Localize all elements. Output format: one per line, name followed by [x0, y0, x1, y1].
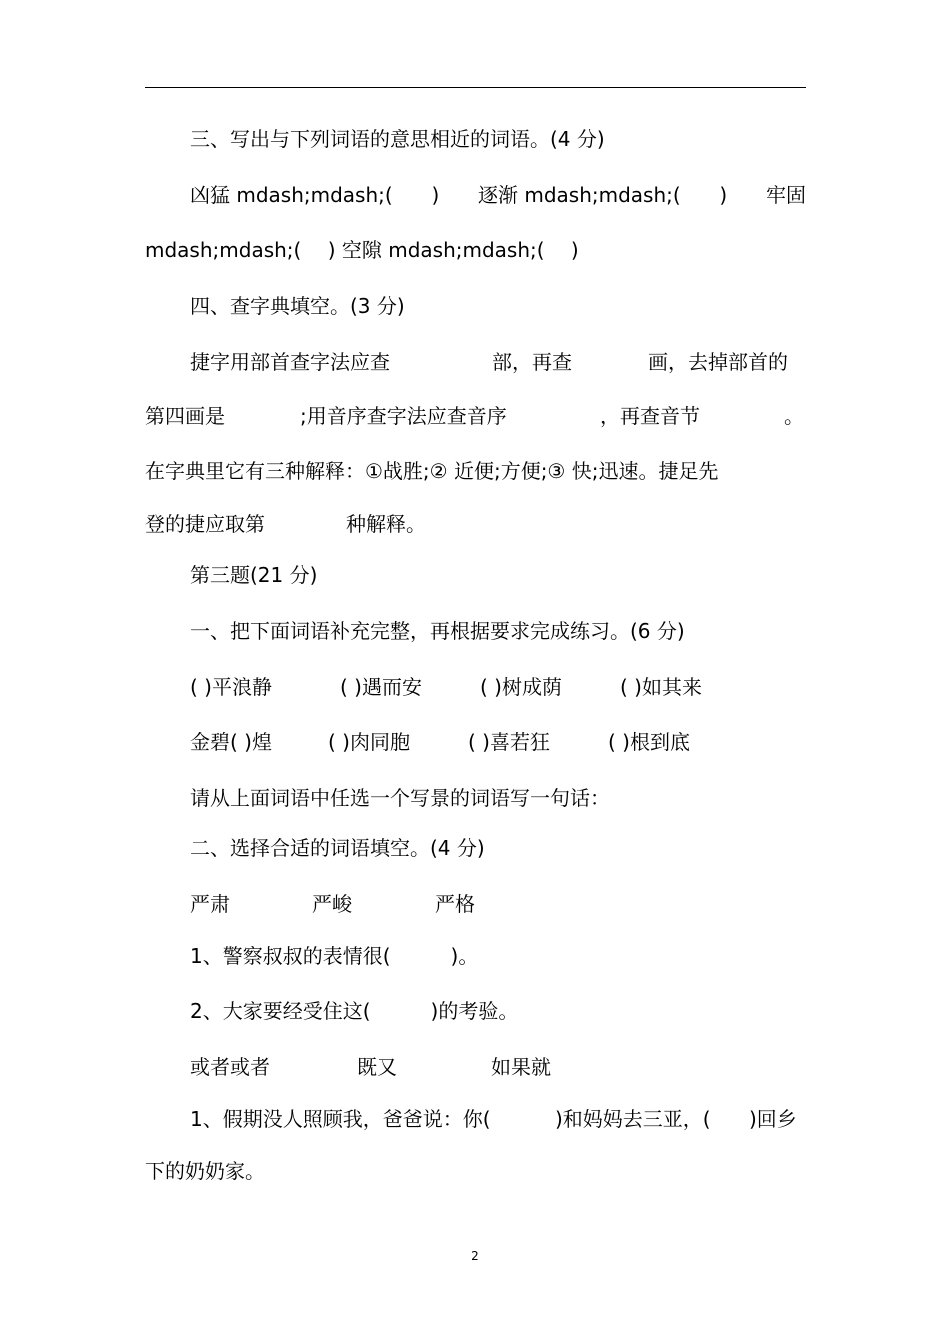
dictionary-line-2 — [145, 402, 806, 430]
dictionary-text-2d: 。 — [784, 404, 804, 428]
idiom-item: ( )如其来 — [620, 675, 702, 699]
synonym-line-2: mdash;mdash;( ) 空隙 mdash;mdash;( ) — [145, 238, 579, 262]
idiom-item: ( )遇而安 — [340, 675, 422, 699]
idiom-item: ( )喜若狂 — [468, 730, 550, 754]
word-choice: 严格 — [435, 892, 475, 916]
word-choice-row-2 — [145, 1053, 806, 1081]
dictionary-text-2a: 第四画是 — [145, 404, 225, 428]
fill-sentence-3 — [145, 1105, 806, 1133]
fill-sentence-2: 2、大家要经受住这( )的考验。 — [190, 999, 519, 1023]
idiom-item: ( )树成荫 — [480, 675, 562, 699]
dictionary-text-4a: 登的捷应取第 — [145, 512, 265, 536]
synonym-item-1: 凶猛 mdash;mdash;( — [190, 183, 393, 207]
page-number: 2 — [471, 1249, 479, 1263]
idiom-row-2 — [145, 728, 806, 756]
word-choice: 既又 — [357, 1055, 397, 1079]
fill-sentence-1: 1、警察叔叔的表情很( )。 — [190, 944, 479, 968]
fill-sentence-3c: )回乡 — [749, 1107, 797, 1131]
idiom-item: ( )肉同胞 — [328, 730, 410, 754]
idiom-item: ( )根到底 — [608, 730, 690, 754]
word-choice-row-1 — [145, 890, 806, 918]
dictionary-text-2b: ;用音序查字法应查音序 — [300, 404, 507, 428]
dictionary-line-3: 在字典里它有三种解释：①战胜;② 近便;方便;③ 快;迅速。捷足先 — [145, 459, 719, 483]
word-choice: 或者或者 — [190, 1055, 270, 1079]
word-choice: 严峻 — [312, 892, 352, 916]
dictionary-text-1b: 部，再查 — [492, 350, 572, 374]
word-choice: 严肃 — [190, 892, 230, 916]
synonym-blank-1-close: ) — [431, 183, 440, 207]
idiom-item: 金碧( )煌 — [190, 730, 272, 754]
section-4-heading: 四、查字典填空。(3 分) — [190, 294, 405, 318]
dictionary-text-4b: 种解释。 — [346, 512, 426, 536]
idiom-row-1 — [145, 673, 806, 701]
fill-sentence-3a: 1、假期没人照顾我，爸爸说：你( — [190, 1107, 491, 1131]
dictionary-text-2c: ，再查音节 — [600, 404, 700, 428]
header-rule — [145, 87, 806, 88]
fill-sentence-3-continued: 下的奶奶家。 — [145, 1159, 265, 1183]
synonym-item-3: 牢固 — [765, 183, 806, 207]
synonym-line-1 — [145, 181, 806, 209]
dictionary-text-1a: 捷字用部首查字法应查 — [190, 350, 390, 374]
section-1-heading: 一、把下面词语补充完整，再根据要求完成练习。(6 分) — [190, 619, 685, 643]
word-choice: 如果就 — [491, 1055, 551, 1079]
synonym-blank-2-close: ) — [719, 183, 728, 207]
synonym-item-2: 逐渐 mdash;mdash;( — [477, 183, 681, 207]
write-sentence-prompt: 请从上面词语中任选一个写景的词语写一句话： — [190, 786, 610, 810]
dictionary-line-4 — [145, 510, 806, 538]
section-3-heading: 三、写出与下列词语的意思相近的词语。(4 分) — [190, 127, 605, 151]
dictionary-text-1c: 画，去掉部首的 — [648, 350, 788, 374]
idiom-item: ( )平浪静 — [190, 675, 272, 699]
section-2-heading: 二、选择合适的词语填空。(4 分) — [190, 836, 485, 860]
part-3-heading: 第三题(21 分) — [190, 563, 318, 587]
fill-sentence-3b: )和妈妈去三亚，( — [555, 1107, 711, 1131]
dictionary-line-1 — [145, 348, 806, 376]
